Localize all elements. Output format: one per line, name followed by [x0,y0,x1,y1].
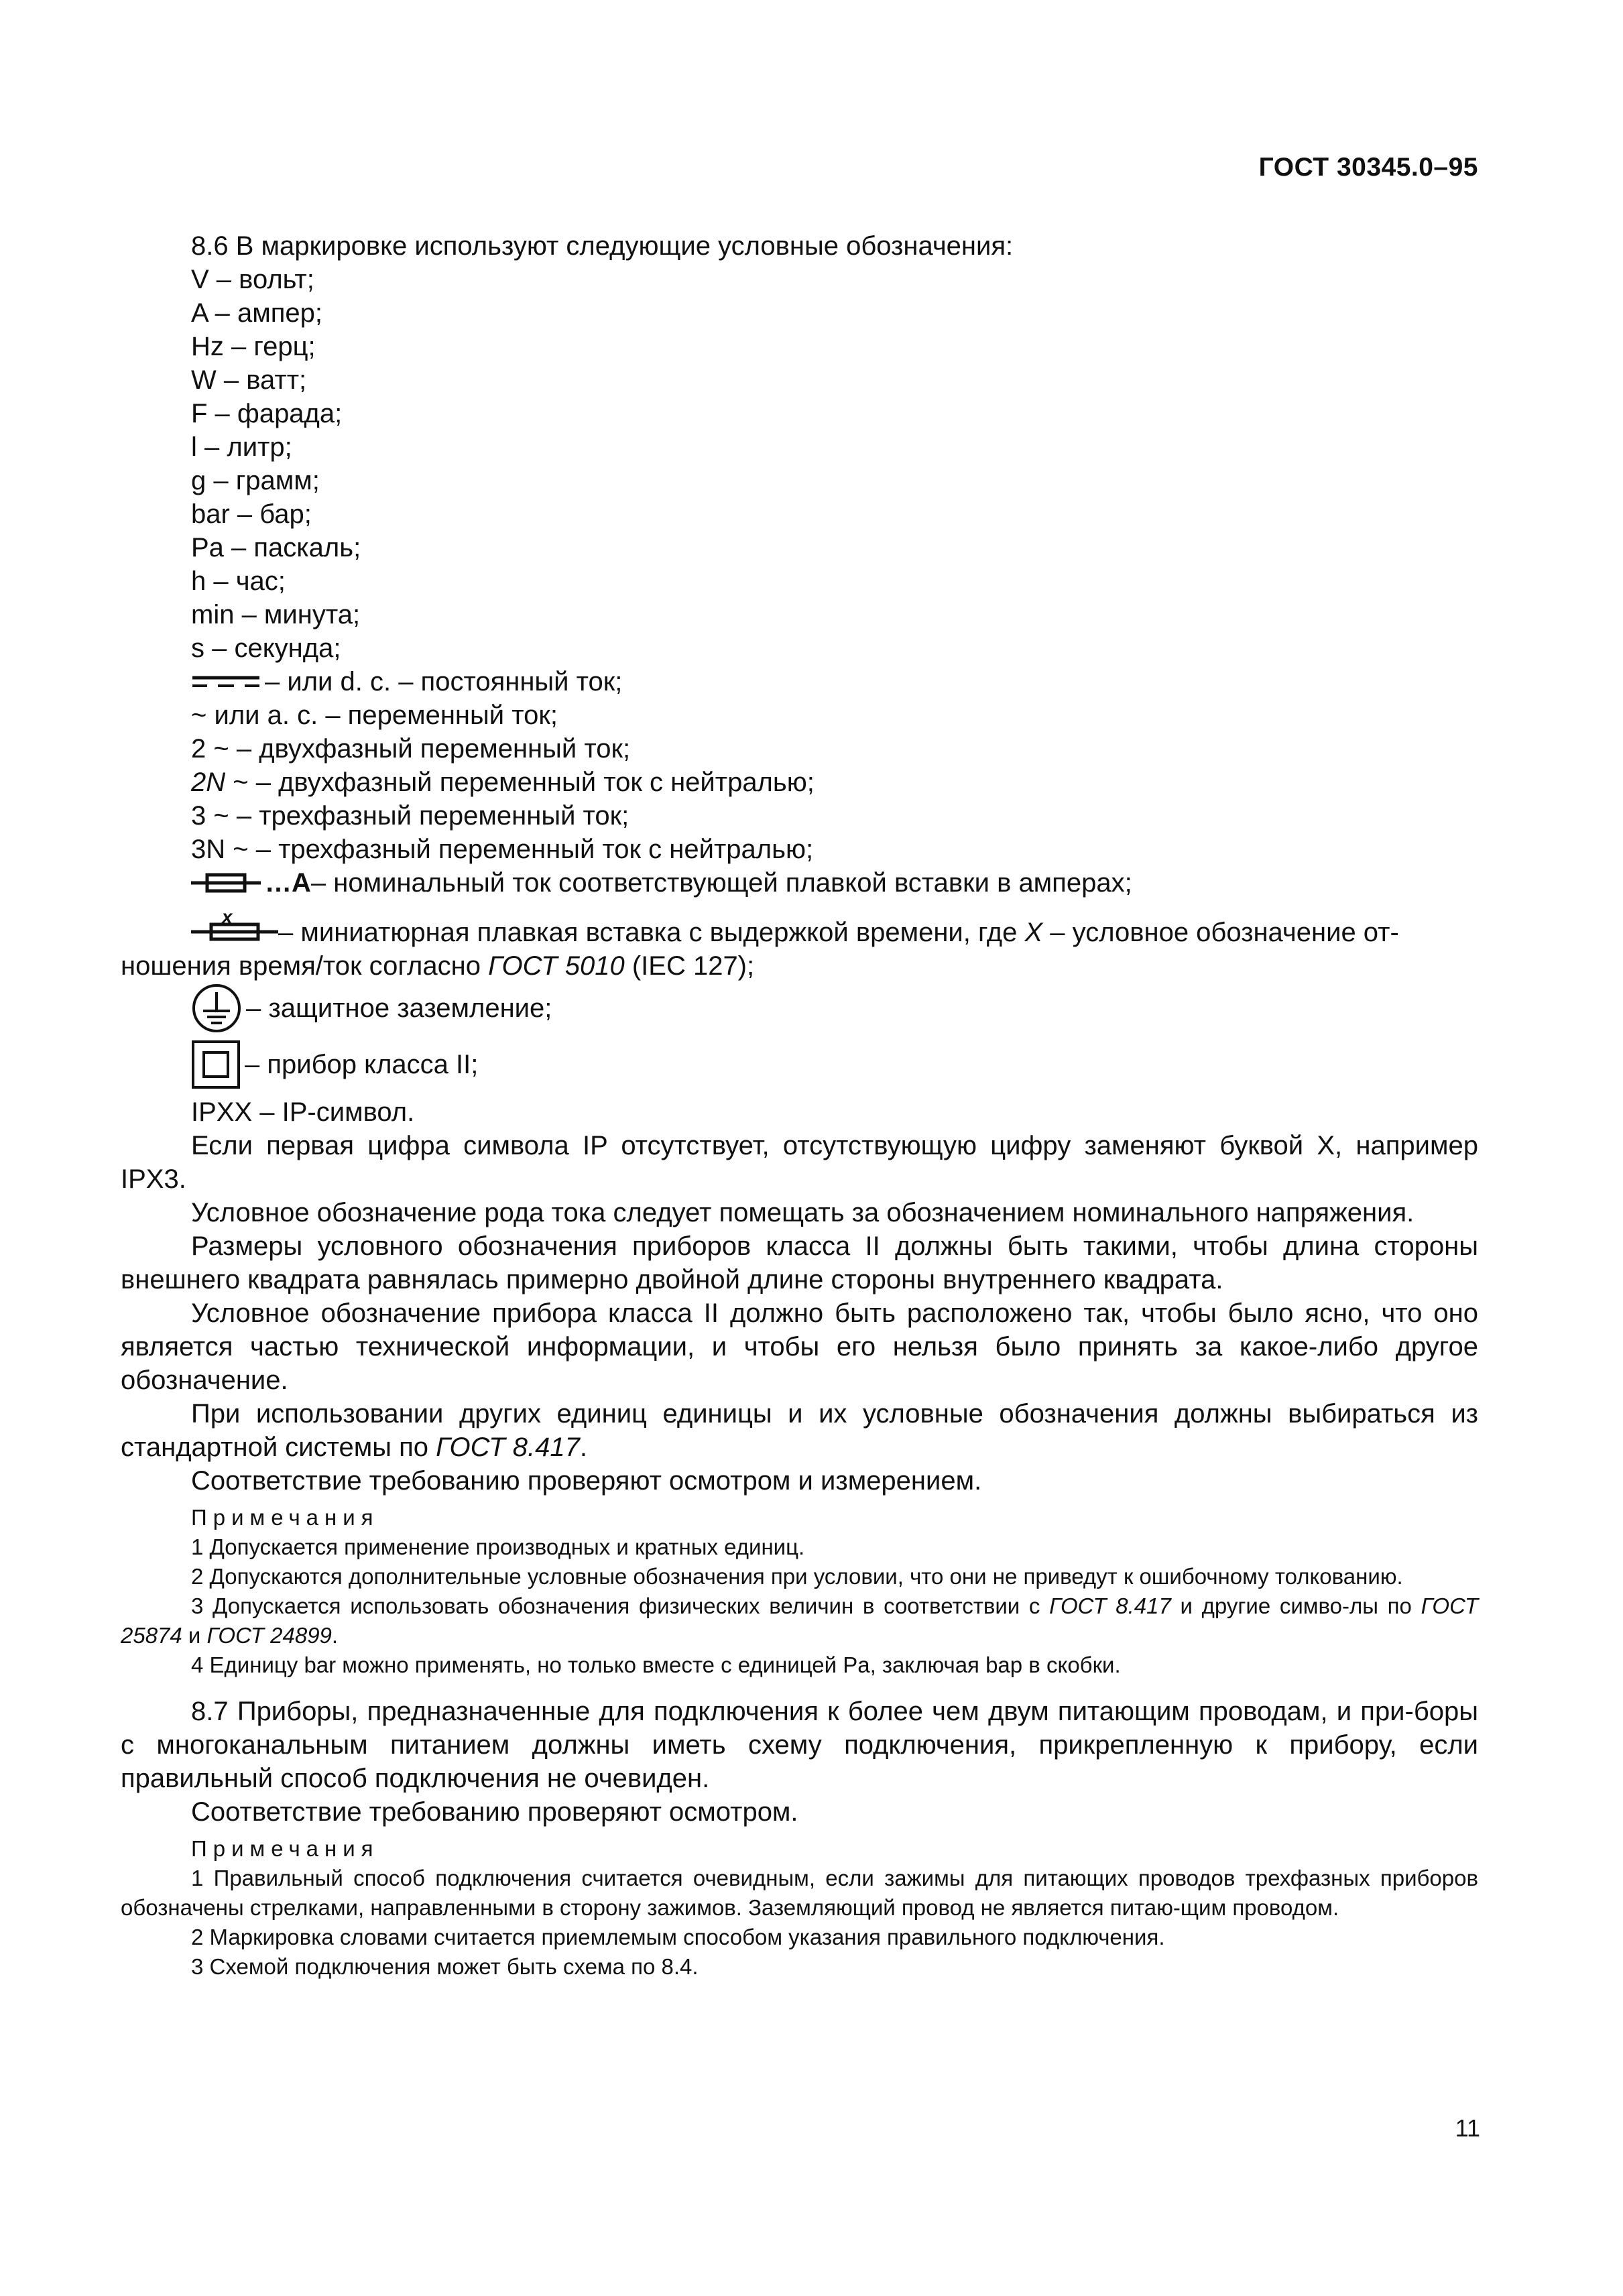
section-8-6-intro: 8.6 В маркировке используют следующие условные обозначения: [191,231,1014,261]
miniature-fuse-x-label: x [222,906,233,927]
notes-heading: Примечания [191,1505,379,1530]
miniature-fuse-line-2 [121,949,1478,983]
note-item: 2 Допускаются дополнительные условные обозначения при условии, что они не приведут к ошибочному толкованию. [191,1564,1403,1589]
unit-item: V – вольт; [191,265,314,294]
notes-block [121,1834,1478,1982]
unit-item: h – час; [191,566,286,596]
fuse-icon [191,871,261,894]
ac-item: ~ или a. c. – переменный ток; [191,701,558,730]
paragraph [121,1397,1478,1464]
gost-reference: ГОСТ 8.417 [1049,1593,1171,1618]
note-item: 1 Допускается применение производных и кратных единиц. [191,1534,805,1559]
miniature-fuse-icon [191,920,278,943]
miniature-fuse-symbol [191,906,278,945]
note-item: 1 Правильный способ подключения считается очевидным, если зажимы для питающих проводов трехфазных приборов обозначены стрелками, направленными в сторону зажимов. Заземляющий провод не является питаю-щим проводом. [121,1866,1478,1920]
fuse-row [121,866,1478,900]
ac2n-text: ~ – двухфазный переменный ток с нейтралью; [225,768,815,797]
miniature-fuse-row [121,901,1478,949]
class2-text: – прибор класса II; [245,1050,479,1079]
miniature-fuse-text-1a: – миниатюрная плавкая вставка с выдержкой времени, где [278,918,1025,947]
miniature-fuse-line-2b: (IEC 127); [624,951,755,981]
paragraph: Условное обозначение прибора класса II должно быть расположено так, чтобы было ясно, что оно является частью технической информации, и чтобы его нельзя было принять за какое-либо другое обозначение. [121,1298,1478,1395]
miniature-fuse-x-var: X [1024,918,1043,947]
page-number: 11 [1455,2114,1480,2142]
earth-row [121,983,1478,1034]
notes-heading: Примечания [191,1836,379,1861]
gost-reference: ГОСТ 5010 [488,951,625,981]
protective-earth-icon [191,983,242,1034]
miniature-fuse-text-1b: – условное обозначение от- [1042,918,1399,947]
class2-row [121,1034,1478,1095]
unit-item: s – секунда; [191,633,341,663]
unit-item: Pa – паскаль; [191,533,361,562]
document-code: ГОСТ 30345.0–95 [1258,153,1478,182]
note-text: 3 Допускается использовать обозначения физических величин в соответствии с [191,1593,1050,1618]
unit-item: bar – бар; [191,499,312,529]
unit-item: g – грамм; [191,466,320,495]
unit-item: W – ватт; [191,365,307,395]
class-ii-double-square-icon [191,1040,241,1089]
unit-item: A – ампер; [191,298,322,328]
gost-reference: ГОСТ 8.417 [436,1433,580,1462]
miniature-fuse-text-1 [278,916,1399,949]
notes-block [121,1503,1478,1680]
paragraph: Если первая цифра символа IP отсутствует, отсутствующую цифру заменяют буквой X, например IPX3. [121,1131,1478,1194]
ac2n-symbol: 2N [191,768,226,797]
miniature-fuse-line-2a: ношения время/ток согласно [121,951,489,981]
note-text: . [331,1623,339,1648]
paragraph: Соответствие требованию проверяют осмотром. [191,1797,798,1827]
fuse-text: – номинальный ток соответствующей плавкой вставки в амперах; [310,868,1132,898]
paragraph: Условное обозначение рода тока следует помещать за обозначением номинального напряжения. [191,1198,1415,1227]
gost-reference: ГОСТ 24899 [206,1623,332,1648]
ipxx-item: IPXX – IP-символ. [191,1097,415,1127]
ac2-item: 2 ~ – двухфазный переменный ток; [191,734,631,764]
paragraph: Размеры условного обозначения приборов класса II должны быть такими, чтобы длина стороны внешнего квадрата равнялась примерно двойной длине стороны внутреннего квадрата. [121,1231,1478,1294]
paragraph-text: При использовании других единиц единицы и их условные обозначения должны выбираться из стандартной системы по [121,1399,1478,1462]
fuse-rating-symbol: …A [265,868,311,898]
note-item: 3 Схемой подключения может быть схема по 8.4. [191,1954,699,1979]
note-item: 4 Единицу bar можно применять, но только вместе с единицей Pa, заключая bap в скобки. [191,1652,1121,1677]
earth-text: – защитное заземление; [246,993,552,1023]
note-item [121,1591,1478,1650]
dc-symbol-row [121,665,1478,699]
ac3-item: 3 ~ – трехфазный переменный ток; [191,801,629,831]
ac2n-item [121,766,1478,799]
unit-item: l – литр; [191,432,292,462]
note-item: 2 Маркировка словами считается приемлемым способом указания правильного подключения. [191,1925,1165,1949]
note-text: и другие симво-лы по [1170,1593,1421,1618]
paragraph-text: . [579,1433,587,1462]
note-text: и [182,1623,207,1648]
unit-item: Hz – герц; [191,332,316,361]
document-body [121,229,1478,1982]
unit-item: min – минута; [191,600,361,629]
unit-item: F – фарада; [191,399,343,428]
dc-text: – или d. c. – постоянный ток; [265,667,623,697]
units-list [121,263,1478,665]
ac3n-item: 3N ~ – трехфазный переменный ток с нейтралью; [191,835,814,864]
paragraph: Соответствие требованию проверяют осмотром и измерением. [191,1466,982,1496]
section-8-7-paragraph: 8.7 Приборы, предназначенные для подключения к более чем двум питающим проводам, и при-боры с многоканальным питанием должны иметь схему подключения, прикрепленную к прибору, если правильный способ подключения не очевиден. [121,1697,1478,1793]
direct-current-icon [191,672,261,692]
gost-reference: ГОСТ 25874 [121,1593,1478,1648]
